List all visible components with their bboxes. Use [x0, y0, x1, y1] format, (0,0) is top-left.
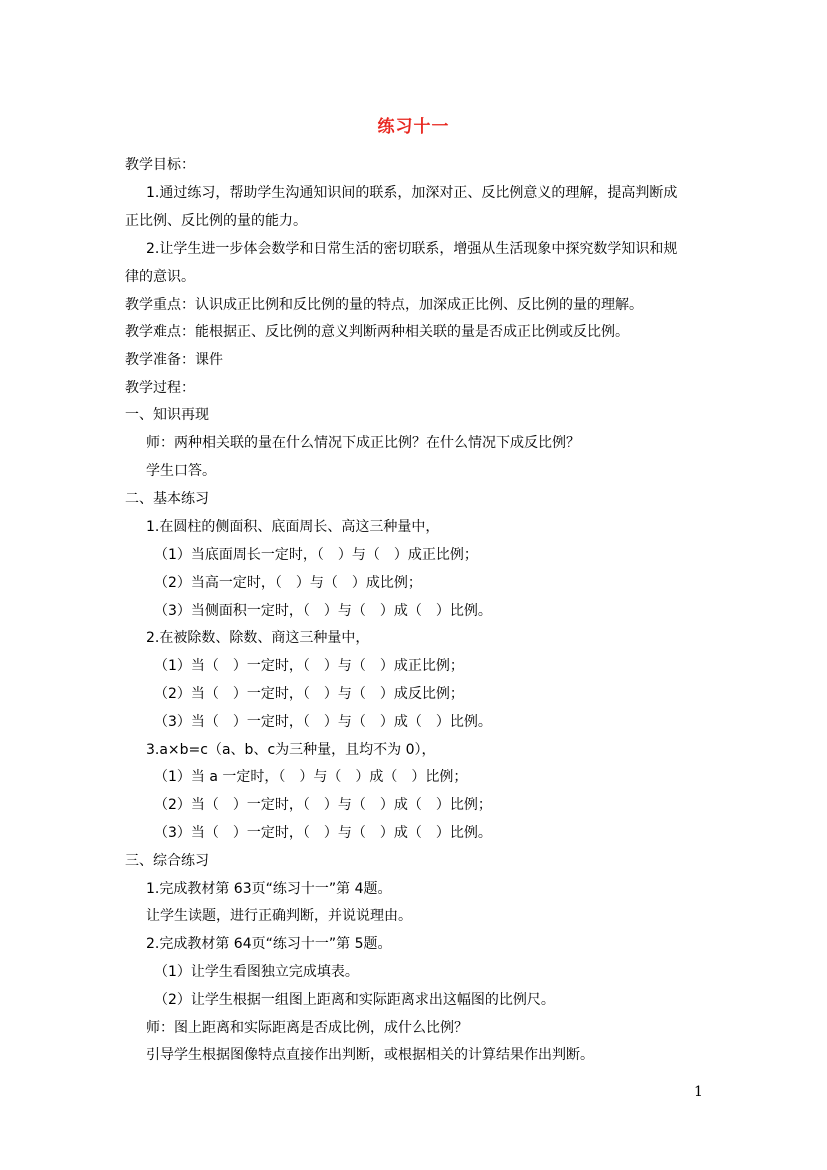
text-line: （2）当（ ）一定时，（ ）与（ ）成（ ）比例； — [154, 797, 492, 813]
text-line: （3）当（ ）一定时，（ ）与（ ）成（ ）比例。 — [154, 825, 492, 841]
text-line: 3.a×b=c（a、b、c为三种量，且均不为 0）， — [146, 742, 436, 758]
text-line: （1）当 a 一定时，（ ）与（ ）成（ ）比例； — [154, 769, 468, 785]
page-title: 练习十一 — [377, 117, 450, 137]
text-line: （1）当（ ）一定时，（ ）与（ ）成正比例； — [154, 658, 464, 674]
text-line: 学生口答。 — [146, 463, 216, 479]
text-line: 三、综合练习 — [125, 853, 209, 869]
text-line: （2）让学生根据一组图上距离和实际距离求出这幅图的比例尺。 — [154, 992, 555, 1008]
text-line: （2）当高一定时，（ ）与（ ）成比例； — [154, 575, 422, 591]
text-line: 1.在圆柱的侧面积、底面周长、高这三种量中， — [146, 519, 440, 535]
text-line: 教学重点：认识成正比例和反比例的量的特点，加深成正比例、反比例的量的理解。 — [125, 297, 643, 313]
text-line: 2.让学生进一步体会数学和日常生活的密切联系，增强从生活现象中探究数学知识和规 — [146, 241, 678, 257]
page-number: 1 — [694, 1084, 703, 1100]
text-line: （1）当底面周长一定时，（ ）与（ ）成正比例； — [154, 547, 478, 563]
text-line: 律的意识。 — [125, 269, 195, 285]
text-line: （1）让学生看图独立完成填表。 — [154, 964, 359, 980]
text-line: 正比例、反比例的量的能力。 — [125, 213, 307, 229]
text-line: 师：图上距离和实际距离是否成比例，成什么比例？ — [146, 1020, 468, 1036]
text-line: 教学过程： — [125, 380, 195, 396]
text-line: （3）当侧面积一定时，（ ）与（ ）成（ ）比例。 — [154, 603, 492, 619]
text-line: 2.在被除数、除数、商这三种量中， — [146, 630, 370, 646]
text-line: 1.完成教材第 63页“练习十一”第 4题。 — [146, 881, 392, 897]
text-line: 教学准备：课件 — [125, 352, 223, 368]
text-line: 教学目标： — [125, 157, 195, 173]
text-line: 引导学生根据图像特点直接作出判断，或根据相关的计算结果作出判断。 — [146, 1047, 594, 1063]
text-line: 让学生读题，进行正确判断，并说说理由。 — [146, 908, 412, 924]
text-line: 1.通过练习，帮助学生沟通知识间的联系，加深对正、反比例意义的理解，提高判断成 — [146, 185, 678, 201]
text-line: 二、基本练习 — [125, 491, 209, 507]
text-line: （2）当（ ）一定时，（ ）与（ ）成反比例； — [154, 686, 464, 702]
text-line: 师：两种相关联的量在什么情况下成正比例？在什么情况下成反比例？ — [146, 435, 580, 451]
text-line: （3）当（ ）一定时，（ ）与（ ）成（ ）比例。 — [154, 714, 492, 730]
text-line: 2.完成教材第 64页“练习十一”第 5题。 — [146, 936, 392, 952]
text-line: 教学难点：能根据正、反比例的意义判断两种相关联的量是否成正比例或反比例。 — [125, 324, 629, 340]
text-line: 一、知识再现 — [125, 407, 209, 423]
